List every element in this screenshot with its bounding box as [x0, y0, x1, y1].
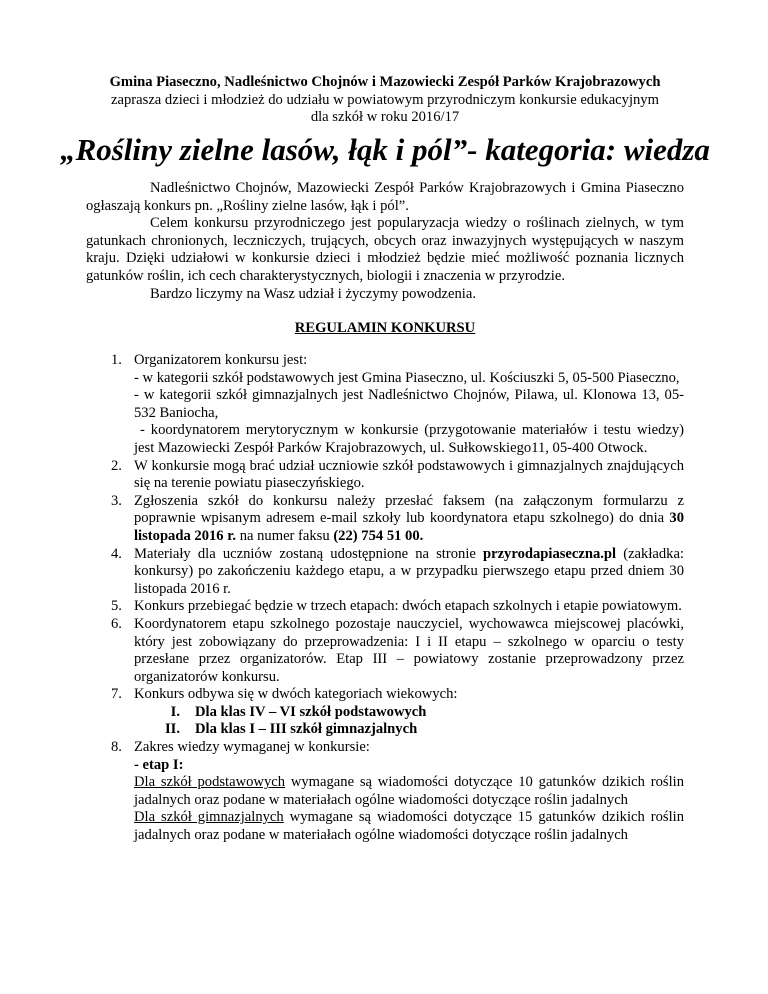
regulamin-heading: REGULAMIN KONKURSU — [294, 320, 476, 336]
rule-3-deadline: 30 listopada 2016 r. — [134, 510, 684, 544]
header-organizers: Gmina Piaseczno, Nadleśnictwo Chojnów i Mazowiecki Zespół Parków Krajobrazowych — [109, 74, 661, 90]
category-number: I. — [170, 703, 180, 720]
rule-3-mid: na numer faksu — [236, 527, 334, 544]
category-label: Dla klas I – III szkół gimnazjalnych — [195, 721, 418, 738]
rule-number: 7. — [111, 686, 122, 703]
rule-number: 1. — [111, 352, 122, 368]
rule-6 — [86, 616, 684, 686]
intro-paragraph-1: Nadleśnictwo Chojnów, Mazowiecki Zespół Parków Krajobrazowych i Gmina Piaseczno ogłaszają konkurs pn. „Rośliny zielne lasów, łąk i pól”. — [86, 180, 684, 214]
rule-8-middle-requirements — [134, 809, 684, 844]
middle-text: wymagane są wiadomości dotyczące 15 gatunków dzikich roślin jadalnych oraz podane w materiałach ogólne wiadomości dotyczące roślin jadalnych — [134, 809, 684, 844]
rule-4 — [86, 546, 684, 599]
intro-paragraph-3: Bardzo liczymy na Wasz udział i życzymy powodzenia. — [150, 285, 476, 302]
rule-4-post: (zakładka: konkursy) po zakończeniu każdego etapu, a w przypadku pierwszego etapu przed dniem 30 listopada 2016 r. — [134, 545, 684, 597]
rule-number: 4. — [111, 545, 122, 562]
rule-4-website: przyrodapiaseczna.pl — [482, 545, 617, 562]
rule-3-pre: Zgłoszenia szkół do konkursu należy przesłać faksem (na załączonym formularzu z poprawnie wpisanym adresem e-mail szkoły lub koordynatora etapu szkolnego) do dnia — [134, 492, 684, 527]
rule-5 — [86, 598, 684, 616]
rule-1-primary-schools: - w kategorii szkół podstawowych jest Gmina Piaseczno, ul. Kościuszki 5, 05-500 Piaseczno, — [134, 369, 680, 386]
header-school-year: dla szkół w roku 2016/17 — [310, 109, 460, 126]
rule-1-middle-schools: - w kategorii szkół gimnazjalnych jest Nadleśnictwo Chojnów, Pilawa, ul. Klonowa 13, 05-532 Baniocha, — [134, 387, 684, 421]
rule-8-stage — [134, 757, 684, 775]
rule-number: 2. — [111, 457, 122, 474]
header-invitation: zaprasza dzieci i młodzież do udziału w powiatowym przyrodniczym konkursie edukacyjnym — [111, 91, 659, 108]
category-number: II. — [164, 721, 180, 738]
rule-3-fax-number: (22) 754 51 00. — [333, 527, 424, 544]
rule-2 — [86, 458, 684, 493]
rule-number: 5. — [111, 598, 122, 615]
primary-text: wymagane są wiadomości dotyczące 10 gatunków dzikich roślin jadalnych oraz podane w materiałach ogólne wiadomości dotyczące roślin jadalnych — [134, 774, 684, 808]
rule-7 — [86, 686, 684, 739]
header-block — [60, 74, 710, 127]
rule-8-text: Zakres wiedzy wymaganej w konkursie: — [134, 739, 370, 756]
contest-title: „Rośliny zielne lasów, łąk i pól”- kategoria: wiedza — [60, 132, 710, 167]
rule-3 — [86, 493, 684, 546]
rule-1-coordinator: - koordynatorem merytorycznym w konkursie (przygotowanie materiałów i testu wiedzy) jest Mazowiecki Zespół Parków Krajobrazowych, ul. Sułkowskiego11, 05-400 Otwock. — [134, 422, 688, 456]
rules-list — [86, 352, 688, 845]
rule-number: 8. — [111, 739, 122, 756]
rule-5-text: Konkurs przebiegać będzie w trzech etapach: dwóch etapach szkolnych i etapie powiatowym. — [134, 598, 682, 615]
rule-8 — [86, 739, 684, 845]
rule-1-intro: Organizatorem konkursu jest: — [134, 352, 308, 368]
rule-7-text: Konkurs odbywa się w dwóch kategoriach wiekowych: — [134, 686, 458, 703]
rule-number: 3. — [111, 492, 122, 509]
category-label: Dla klas IV – VI szkół podstawowych — [195, 703, 427, 720]
rule-4-pre: Materiały dla uczniów zostaną udostępnione na stronie — [134, 545, 483, 562]
age-category-middle — [134, 721, 684, 739]
intro-paragraph-2: Celem konkursu przyrodniczego jest popularyzacja wiedzy o roślinach zielnych, w tym gatunkach chronionych, leczniczych, trujących, obcych oraz inwazyjnych występujących w naszym kraju. Dzięki udziałowi w konkursie dzieci i młodzież będzie mieć możliwość poznania licznych gatunków roślin, ich cech charakterystycznych, biologii i znaczenia w przyrodzie. — [86, 215, 684, 284]
rule-number: 6. — [111, 615, 122, 632]
rule-2-text: W konkursie mogą brać udział uczniowie szkół podstawowych i gimnazjalnych znajdujących się na terenie powiatu piaseczyńskiego. — [134, 457, 684, 492]
rule-8-primary-requirements — [134, 774, 684, 809]
rule-1 — [86, 352, 688, 458]
age-category-primary — [134, 704, 684, 722]
age-categories-list — [134, 704, 684, 739]
rule-6-text: Koordynatorem etapu szkolnego pozostaje nauczyciel, wychowawca miejscowej placówki, który jest zobowiązany do przeprowadzenia: I i II etapu – szkolnego w oparciu o testy przesłane przez organizatorów. Etap III – powiatowy zostanie przeprowadzony przez organizatorów konkursu. — [134, 615, 684, 685]
middle-label: Dla szkół gimnazjalnych — [134, 809, 284, 826]
intro-block — [86, 180, 684, 303]
stage-label: - etap I: — [134, 756, 184, 773]
rule-3-text — [134, 493, 684, 546]
primary-label: Dla szkół podstawowych — [134, 774, 286, 791]
rule-4-text — [134, 546, 684, 599]
